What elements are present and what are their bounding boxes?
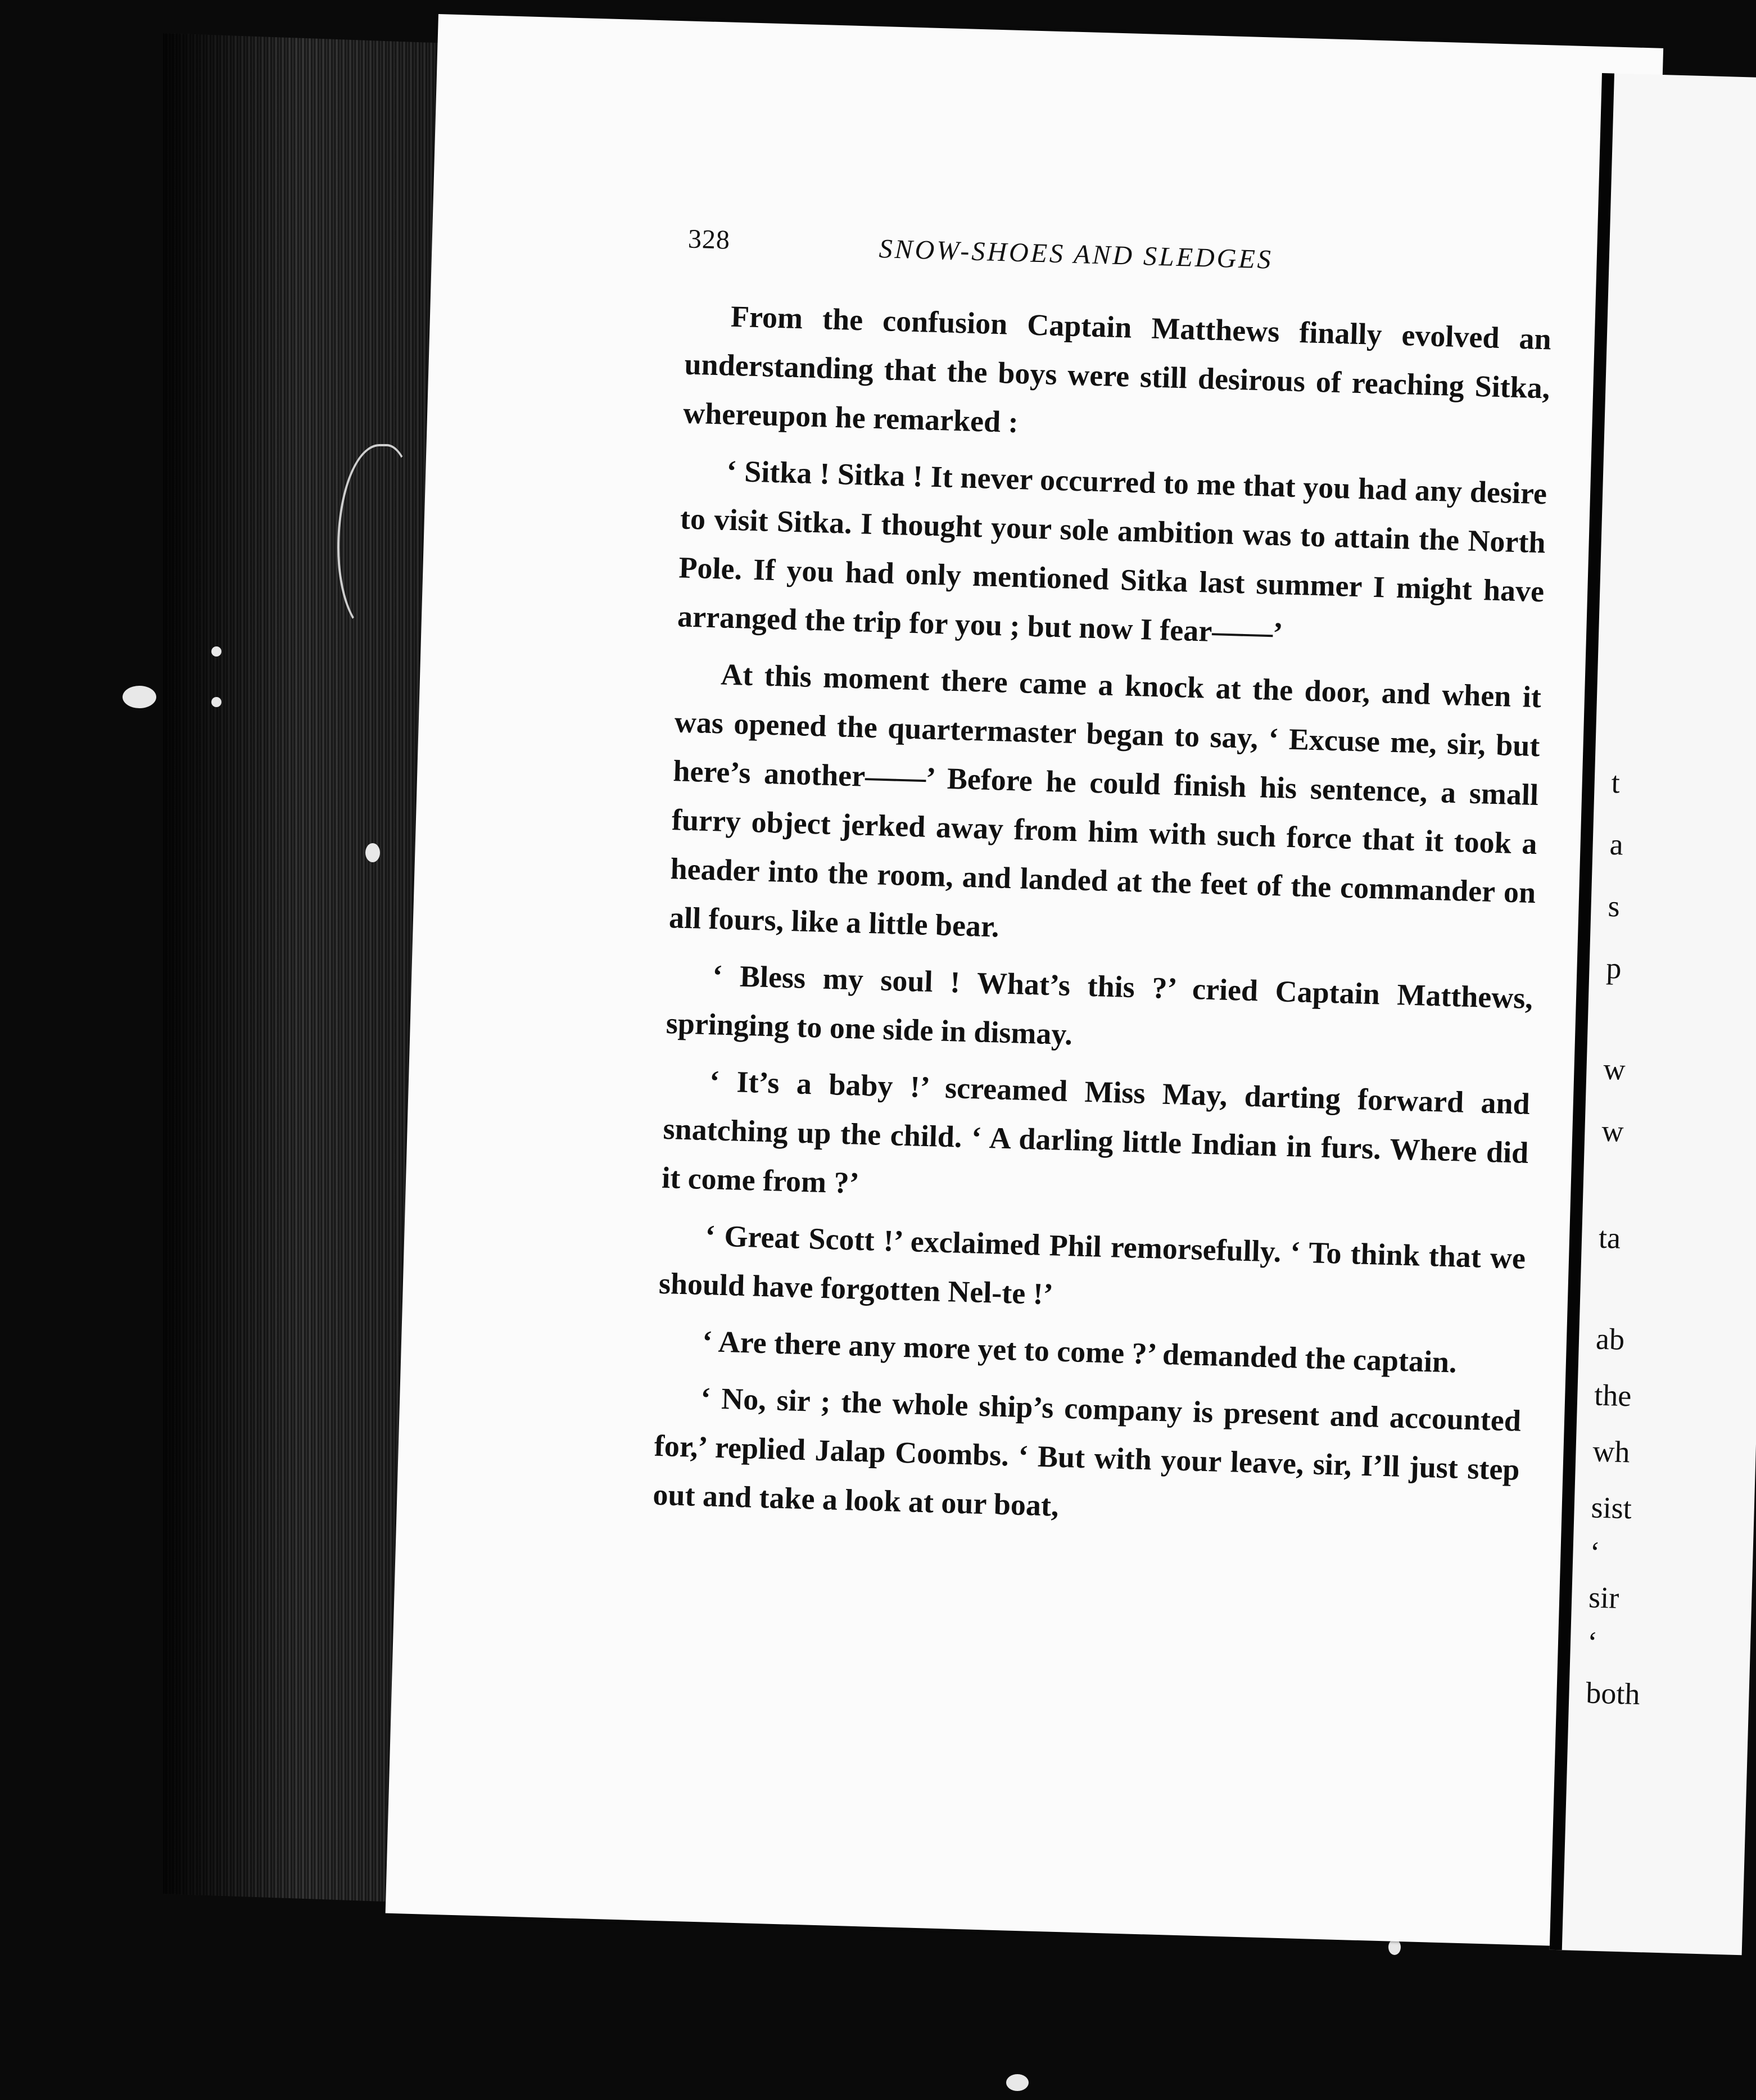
facing-page-fragment: a bbox=[1609, 827, 1624, 862]
paragraph: From the confusion Captain Matthews finally evolved an understanding that the boys were still desirous of reaching Sitka, whereupon he remarked : bbox=[682, 299, 1552, 440]
facing-page-fragment: the bbox=[1594, 1378, 1632, 1413]
facing-page-fragment: ta bbox=[1598, 1220, 1621, 1255]
page-number: 328 bbox=[687, 224, 731, 255]
dust-speck bbox=[1388, 1939, 1401, 1955]
running-head bbox=[687, 224, 1554, 298]
page-text-block bbox=[652, 224, 1554, 1551]
dust-speck bbox=[365, 843, 380, 862]
facing-page-fragment: w bbox=[1601, 1114, 1624, 1148]
facing-page-fragment: ‘ bbox=[1589, 1535, 1601, 1569]
facing-page-fragment: wh bbox=[1592, 1434, 1631, 1469]
facing-page-fragment: t bbox=[1610, 765, 1621, 800]
paragraph: ‘ Sitka ! Sitka ! It never occurred to me that you had any desire to visit Sitka. I thought your sole ambition was to attain the North Pole. If you had only mentioned Sitka last summer I might have arranged the trip for you ; but now I fear——’ bbox=[677, 454, 1547, 650]
paragraph: At this moment there came a knock at the door, and when it was opened the quartermaster began to say, ‘ Excuse me, sir, but here’s another——’ Before he could finish his sentence, a small furry object jerked away from him with such force that it took a header into the room, and landed at the feet of the commander on all fours, like a little bear. bbox=[668, 657, 1542, 944]
paragraph: ‘ Great Scott !’ exclaimed Phil remorsefully. ‘ To think that we should have forgotten Nel-te !’ bbox=[658, 1219, 1526, 1311]
facing-page-fragment: ab bbox=[1595, 1321, 1625, 1356]
dust-speck bbox=[1006, 2074, 1029, 2091]
dust-speck bbox=[211, 646, 221, 657]
paragraph: ‘ No, sir ; the whole ship’s company is present and accounted for,’ replied Jalap Coombs. ‘ But with your leave, sir, I’ll just step out and take a look at our boat, bbox=[652, 1381, 1522, 1523]
running-title: SNOW-SHOES AND SLEDGES bbox=[878, 234, 1274, 275]
paragraph: ‘ It’s a baby !’ screamed Miss May, darting forward and snatching up the child. ‘ A darling little Indian in furs. Where did it come from ?’ bbox=[661, 1064, 1531, 1200]
facing-page-fragment: sir bbox=[1588, 1580, 1620, 1615]
facing-page-fragment: s bbox=[1607, 889, 1621, 924]
facing-page-fragment: sist bbox=[1590, 1490, 1632, 1526]
dust-speck bbox=[123, 686, 156, 708]
facing-page-fragment: p bbox=[1605, 951, 1622, 985]
paragraph: ‘ Bless my soul ! What’s this ?’ cried Captain Matthews, springing to one side in dismay. bbox=[666, 958, 1533, 1052]
book-page bbox=[386, 14, 1664, 1948]
facing-page-fragment: w bbox=[1603, 1052, 1626, 1087]
facing-page-fragment: both bbox=[1585, 1676, 1641, 1711]
paragraph: ‘ Are there any more yet to come ?’ demanded the captain. bbox=[702, 1324, 1458, 1379]
facing-page-fragment: ‘ bbox=[1587, 1625, 1598, 1659]
dust-speck bbox=[211, 697, 221, 707]
